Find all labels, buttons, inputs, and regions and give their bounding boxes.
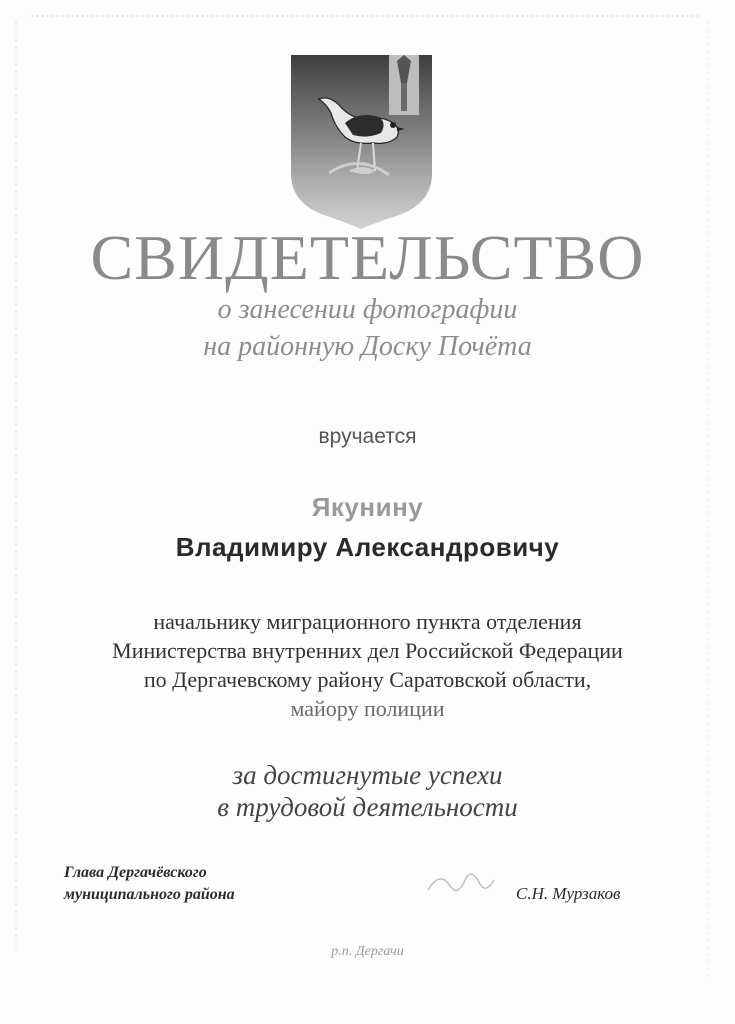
- issue-place: р.п. Дергачи: [331, 944, 404, 959]
- recipient-position-line: Министерства внутренних дел Российской Федерации: [112, 638, 623, 663]
- recipient-name: Владимиру Александровичу: [175, 532, 560, 562]
- recipient-surname: Якунину: [311, 492, 424, 522]
- signatory-title-line2: муниципального района: [64, 886, 235, 903]
- recipient-position-line: майору полиции: [290, 696, 445, 721]
- certificate-subtitle-line1: о занесении фотографии: [217, 294, 518, 325]
- handwritten-signature: [420, 850, 500, 910]
- scan-edge-top: [30, 14, 700, 18]
- coat-of-arms-emblem-icon: [289, 53, 434, 231]
- merit-line1: за достигнутые успехи: [232, 760, 503, 790]
- certificate-title: СВИДЕТЕЛЬСТВО: [90, 222, 645, 293]
- signatory-title-line1: Глава Дергачёвского: [64, 864, 207, 881]
- awarded-label: вручается: [318, 425, 417, 448]
- signatory-name: С.Н. Мурзаков: [516, 884, 621, 903]
- recipient-position-line: по Дергачевскому району Саратовской области,: [143, 667, 592, 692]
- certificate-subtitle-line2: на районную Доску Почёта: [203, 331, 532, 362]
- merit-line2: в трудовой деятельности: [217, 792, 518, 822]
- recipient-position-line: начальнику миграционного пункта отделения: [153, 609, 582, 634]
